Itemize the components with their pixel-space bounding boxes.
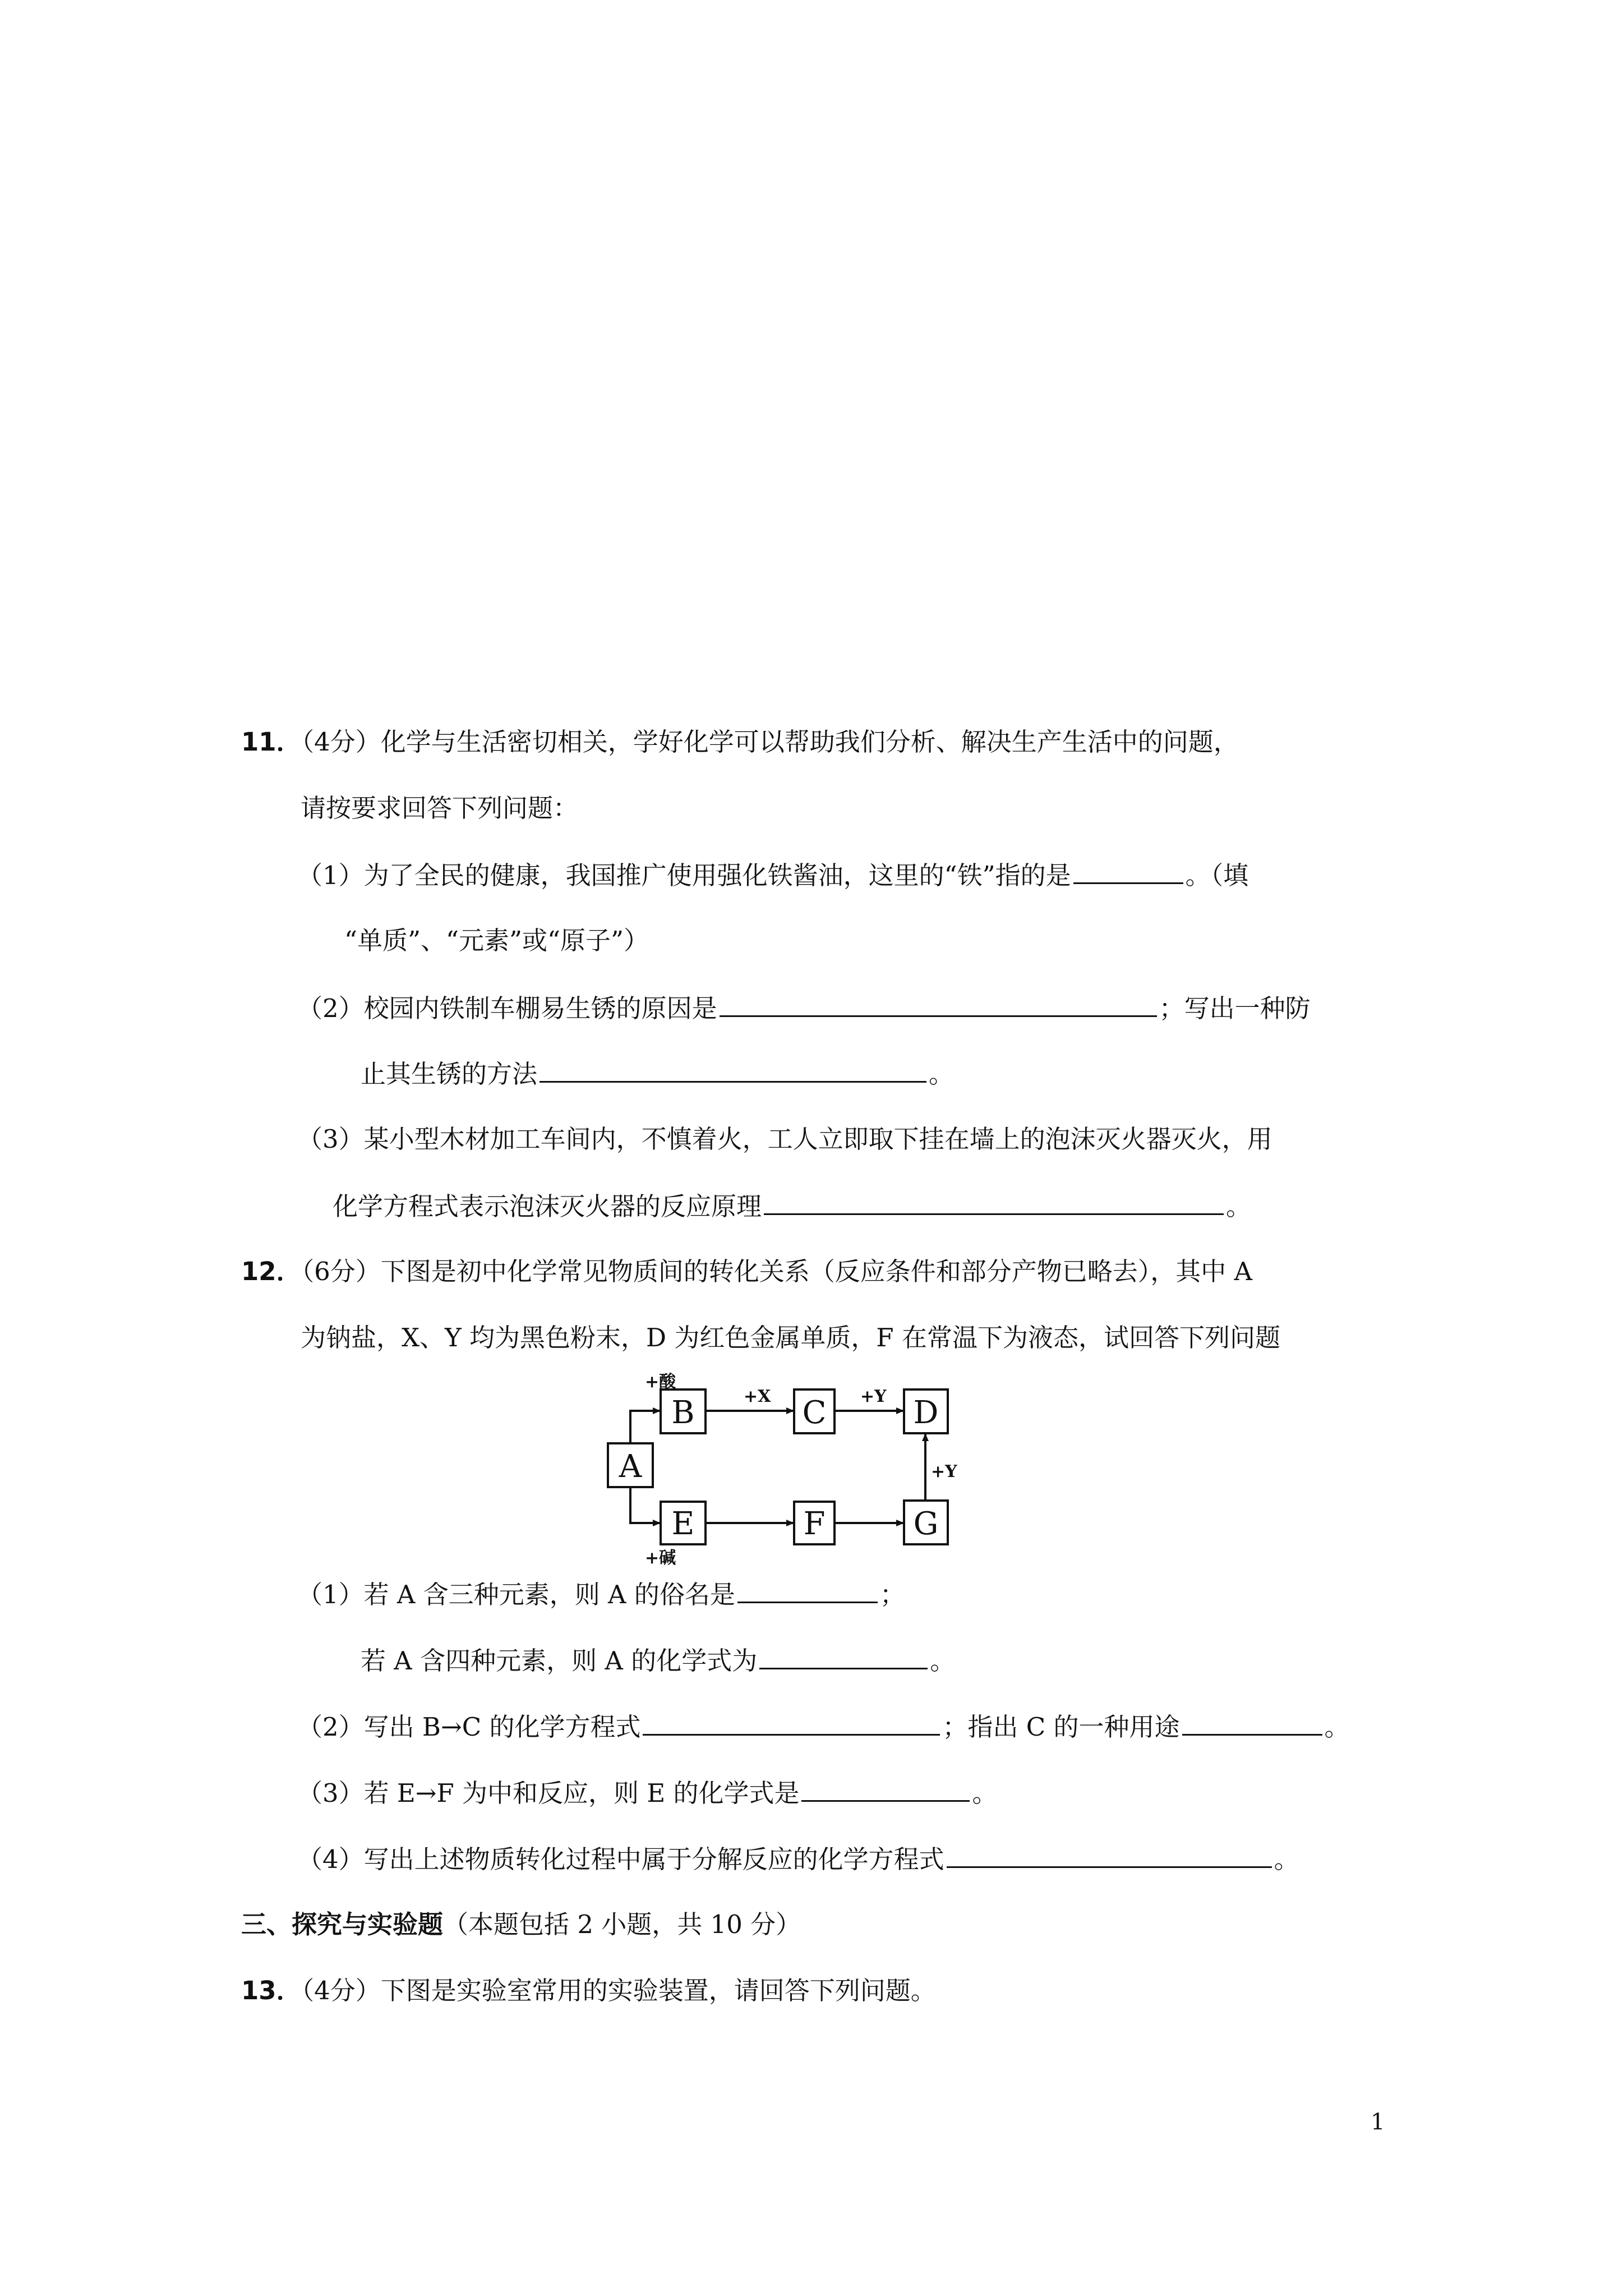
q11-p1-blank[interactable] — [1073, 858, 1183, 884]
q12-p1-text-2: 若 A 含四种元素，则 A 的化学式为 — [361, 1646, 758, 1676]
q11-stem-line-1 — [241, 725, 1239, 759]
q11-p2-text: （2）校园内铁制车棚易生锈的原因是 — [297, 993, 717, 1023]
arrow-a-to-b — [630, 1411, 660, 1443]
q13-number: 13． — [241, 1976, 302, 2005]
q11-part2-line-2 — [361, 1056, 954, 1091]
q12-p4-end: 。 — [1274, 1844, 1299, 1874]
q12-p1-end-2: 。 — [930, 1646, 956, 1676]
q11-part1-line-1 — [297, 858, 1248, 892]
q11-p3-text: 化学方程式表示泡沫灭火器的反应原理 — [333, 1191, 762, 1221]
q13-stem: （4分）下图是实验室常用的实验装置，请回答下列问题。 — [301, 1976, 936, 2005]
q11-part3-line-2 — [333, 1189, 1251, 1223]
q12-p3-end: 。 — [972, 1778, 998, 1808]
node-b — [661, 1389, 706, 1433]
q11-part2-line-1 — [297, 991, 1311, 1025]
label-x: +X — [744, 1387, 771, 1406]
section-3-note: （本题包括 2 小题，共 10 分） — [443, 1910, 801, 1939]
q12-stem-1: （6分）下图是初中化学常见物质间的转化关系（反应条件和部分产物已略去），其中 A — [301, 1257, 1253, 1286]
node-f-label: F — [803, 1506, 826, 1542]
q11-p3-blank[interactable] — [764, 1189, 1224, 1215]
node-b-label: B — [671, 1395, 695, 1431]
node-f — [794, 1502, 834, 1544]
q12-stem-2: 为钠盐，X、Y 均为黑色粉末，D 为红色金属单质，F 在常温下为液态，试回答下列问题 — [301, 1323, 1280, 1352]
q12-p1-end: ； — [879, 1580, 905, 1609]
q12-p4-text: （4）写出上述物质转化过程中属于分解反应的化学方程式 — [297, 1844, 944, 1874]
node-a-label: A — [619, 1448, 642, 1485]
q11-part3-line-1: （3）某小型木材加工车间内，不慎着火，工人立即取下挂在墙上的泡沫灭火器灭火，用 — [297, 1124, 1272, 1154]
q12-p1-text: （1）若 A 含三种元素，则 A 的俗名是 — [297, 1580, 735, 1609]
q12-p3-text: （3）若 E→F 为中和反应，则 E 的化学式是 — [297, 1778, 800, 1808]
node-a — [608, 1443, 653, 1487]
q12-stem-line-1 — [241, 1255, 1252, 1289]
q12-p2-mid: ；指出 C 的一种用途 — [942, 1712, 1180, 1742]
q11-stem-2: 请按要求回答下列问题： — [301, 793, 579, 823]
node-g — [904, 1501, 948, 1544]
q11-stem-1: （4分）化学与生活密切相关，学好化学可以帮助我们分析、解决生产生活中的问题， — [301, 727, 1239, 757]
node-e-label: E — [671, 1506, 695, 1542]
q12-p2-end: 。 — [1324, 1712, 1350, 1742]
q12-p1-blank-1[interactable] — [737, 1577, 878, 1603]
arrow-a-to-e — [630, 1487, 660, 1523]
q11-p2-blank-2[interactable] — [540, 1056, 926, 1083]
q11-p2-mid: ；写出一种防 — [1159, 993, 1311, 1023]
q11-p2-text-2: 止其生锈的方法 — [361, 1059, 538, 1089]
q12-p1-blank-2[interactable] — [759, 1643, 928, 1669]
label-base: +碱 — [645, 1548, 676, 1568]
node-c-label: C — [802, 1395, 827, 1431]
node-c — [794, 1389, 834, 1433]
q11-p3-end: 。 — [1226, 1191, 1252, 1221]
label-y-top: +Y — [860, 1387, 887, 1406]
q12-p4-blank[interactable] — [947, 1842, 1272, 1868]
q12-number: 12． — [241, 1257, 302, 1286]
node-d-label: D — [913, 1395, 939, 1431]
q11-p1-tail: 。（填 — [1185, 861, 1249, 890]
q12-part1-line-1 — [297, 1577, 905, 1612]
q11-part1-line-2: “单质”、“元素”或“原子”） — [344, 926, 649, 955]
label-acid: +酸 — [645, 1372, 676, 1392]
node-g-label: G — [913, 1506, 939, 1542]
section-3-heading — [241, 1908, 801, 1941]
q11-number: 11． — [241, 727, 302, 757]
q12-part1-line-2 — [361, 1643, 955, 1678]
q13-stem-line — [241, 1974, 936, 2008]
section-3-title: 三、探究与实验题 — [241, 1910, 444, 1939]
node-d — [904, 1389, 948, 1433]
q12-part4 — [297, 1842, 1299, 1876]
q12-p2-text: （2）写出 B→C 的化学方程式 — [297, 1712, 641, 1742]
q12-part3 — [297, 1775, 998, 1810]
q11-p1-text: （1）为了全民的健康，我国推广使用强化铁酱油，这里的“铁”指的是 — [297, 861, 1071, 890]
q12-part2 — [297, 1709, 1350, 1744]
conversion-diagram — [597, 1365, 961, 1572]
node-e — [661, 1502, 706, 1544]
page-number: 1 — [1371, 2109, 1385, 2135]
q12-p2-blank-1[interactable] — [643, 1709, 940, 1736]
q12-p2-blank-2[interactable] — [1182, 1709, 1322, 1736]
q11-p2-end: 。 — [929, 1059, 955, 1089]
q11-p2-blank-1[interactable] — [720, 991, 1157, 1017]
label-y-right: +Y — [931, 1462, 957, 1481]
q12-p3-blank[interactable] — [801, 1775, 970, 1802]
